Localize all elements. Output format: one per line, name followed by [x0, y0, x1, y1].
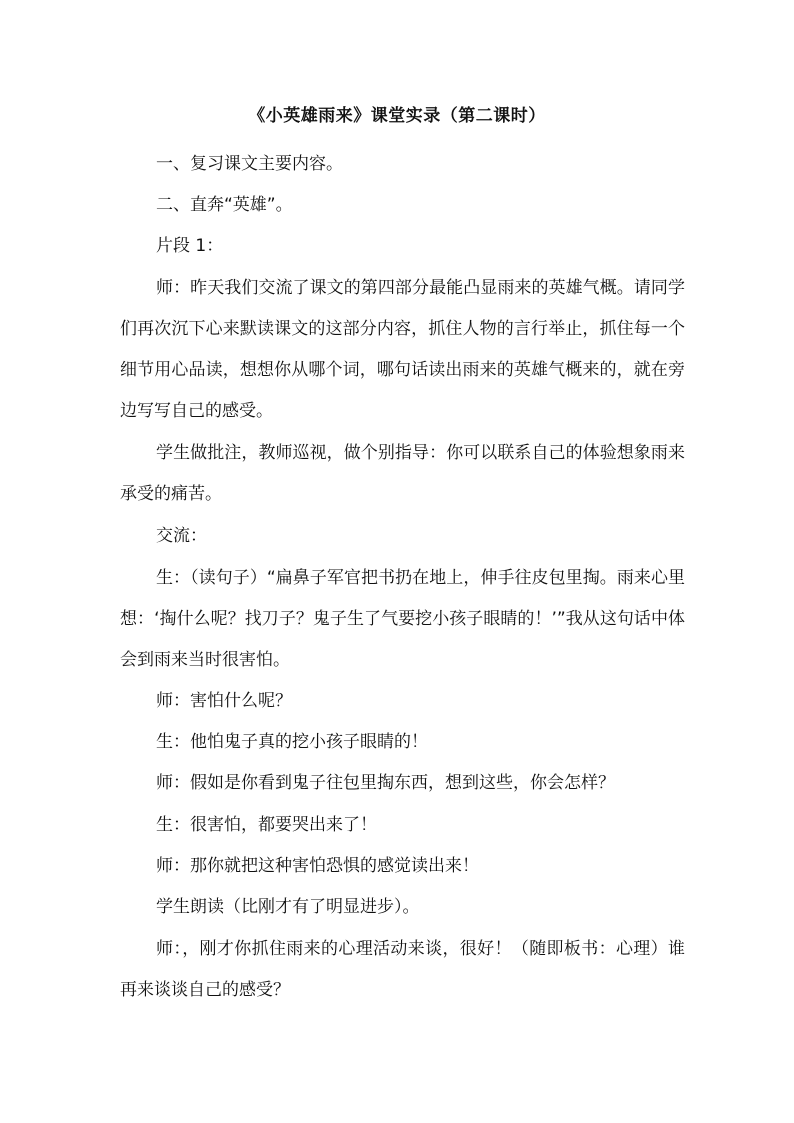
paragraph-segment-label: 片段 1：: [156, 236, 224, 256]
paragraph-student-answer: 生：他怕鬼子真的挖小孩子眼睛的！: [156, 732, 428, 752]
paragraph-teacher-read: 师：那你就把这种害怕恐惧的感觉读出来！: [156, 856, 479, 876]
paragraph-student-scared: 生：很害怕，都要哭出来了！: [156, 815, 377, 835]
paragraph-student-reading: 生：（读句子）“扁鼻子军官把书扔在地上，伸手往皮包里掏。雨来心里想：‘掏什么呢？找刀子？鬼子生了气要挖小孩子眼睛的！’”我从这句话中体会到雨来当时很害怕。: [120, 568, 685, 670]
paragraph-hero: 二、直奔“英雄”。: [156, 195, 293, 215]
document-title: 《小英雄雨来》课堂实录（第二课时）: [248, 106, 546, 126]
paragraph-review: 一、复习课文主要内容。: [156, 154, 343, 174]
paragraph-teacher-imagine: 师：假如是你看到鬼子往包里掏东西，想到这些，你会怎样？: [156, 773, 615, 793]
paragraph-exchange-label: 交流：: [156, 526, 207, 546]
paragraph-student-reads-aloud: 学生朗读（比刚才有了明显进步）。: [156, 897, 420, 917]
paragraph-teacher-praise: 师：，刚才你抓住雨来的心理活动来谈，很好！（随即板书：心理）谁再来谈谈自己的感受？: [120, 939, 685, 1000]
paragraph-teacher-question: 师：害怕什么呢？: [156, 691, 292, 711]
paragraph-teacher-intro: 师：昨天我们交流了课文的第四部分最能凸显雨来的英雄气概。请同学们再次沉下心来默读课文的这部分内容，抓住人物的言行举止，抓住每一个细节用心品读，想想你从哪个词，哪句话读出雨来的英雄气概来的，就在旁边写写自己的感受。: [120, 278, 685, 421]
paragraph-student-annotation: 学生做批注，教师巡视，做个别指导：你可以联系自己的体验想象雨来承受的痛苦。: [120, 443, 685, 504]
